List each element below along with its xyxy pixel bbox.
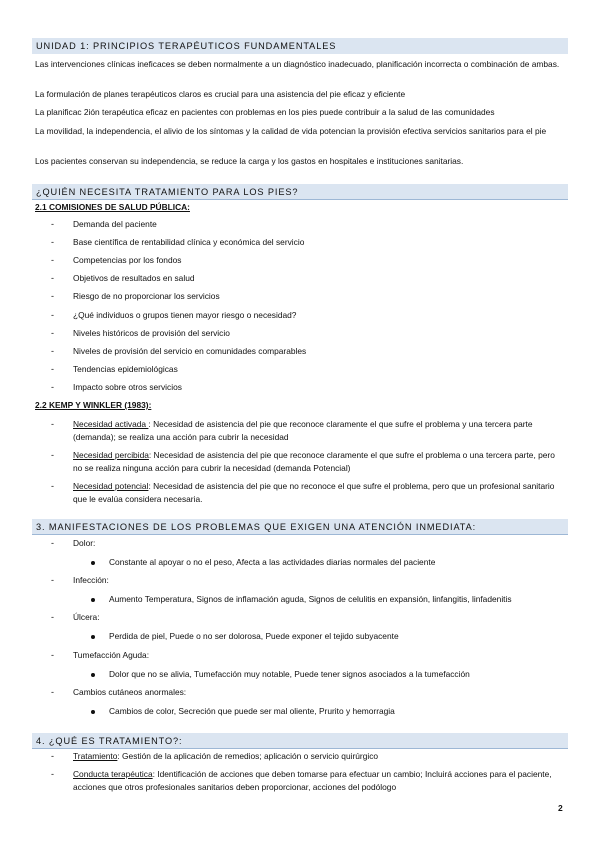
paragraph: La movilidad, la independencia, el alivio de los síntomas y la calidad de vida potencian la provisión efectiva servicios sanitarios para el pie xyxy=(35,126,547,136)
section-heading-quien-necesita: ¿QUIÉN NECESITA TRATAMIENTO PARA LOS PIES? xyxy=(32,184,568,200)
symptom-detail: Cambios de color, Secreción que puede ser mal oliente, Prurito y hemorragia xyxy=(109,706,395,716)
subheading-comisiones: 2.1 COMISIONES DE SALUD PÚBLICA: xyxy=(35,202,190,212)
list-item: Demanda del paciente xyxy=(73,219,157,229)
list-item: Objetivos de resultados en salud xyxy=(73,273,195,283)
definition-term: Necesidad potencial xyxy=(73,481,149,491)
dash-bullet: - xyxy=(51,219,54,229)
dash-bullet: - xyxy=(51,612,54,622)
list-item: ¿Qué individuos o grupos tienen mayor riesgo o necesidad? xyxy=(73,310,297,320)
symptom-label: Tumefacción Aguda: xyxy=(73,650,150,660)
dash-bullet: - xyxy=(51,481,54,491)
list-item: Niveles de provisión del servicio en comunidades comparables xyxy=(73,346,307,356)
bullet-dot xyxy=(91,673,95,677)
dash-bullet: - xyxy=(51,310,54,320)
definition-item xyxy=(73,768,565,793)
dash-bullet: - xyxy=(51,751,54,761)
dash-bullet: - xyxy=(51,364,54,374)
list-item: Impacto sobre otros servicios xyxy=(73,382,182,392)
section-heading-unidad-1: UNIDAD 1: PRINCIPIOS TERAPÉUTICOS FUNDAMENTALES xyxy=(32,38,568,54)
definition-term: Necesidad activada xyxy=(73,419,149,429)
dash-bullet: - xyxy=(51,291,54,301)
list-item: Competencias por los fondos xyxy=(73,255,182,265)
symptom-detail: Aumento Temperatura, Signos de inflamación aguda, Signos de celulitis en expansión, linfangitis, linfadenitis xyxy=(109,594,512,604)
definition-text: : Necesidad de asistencia del pie que no reconoce el que sufre el problema, pero que un profesional sanitario que le evalúa considera necesaria. xyxy=(73,481,555,504)
definition-item xyxy=(73,449,565,474)
dash-bullet: - xyxy=(51,346,54,356)
definition-item xyxy=(73,418,565,443)
list-item: Base científica de rentabilidad clínica y económica del servicio xyxy=(73,237,305,247)
dash-bullet: - xyxy=(51,328,54,338)
definition-term: Conducta terapéutica xyxy=(73,769,153,779)
dash-bullet: - xyxy=(51,687,54,697)
list-item: Riesgo de no proporcionar los servicios xyxy=(73,291,220,301)
definition-text: : Necesidad de asistencia del pie que reconoce claramente el que sufre el problema o una tercera parte, pero no se realiza ninguna acción para cubrir la necesidad (demanda Potencial) xyxy=(73,450,555,473)
dash-bullet: - xyxy=(51,538,54,548)
symptom-detail: Constante al apoyar o no el peso, Afecta a las actividades diarias normales del paciente xyxy=(109,557,436,567)
symptom-label: Úlcera: xyxy=(73,612,100,622)
dash-bullet: - xyxy=(51,650,54,660)
dash-bullet: - xyxy=(51,237,54,247)
section-heading-manifestaciones: 3. MANIFESTACIONES DE LOS PROBLEMAS QUE EXIGEN UNA ATENCIÓN INMEDIATA: xyxy=(32,519,568,535)
subheading-kemp-winkler: 2.2 KEMP Y WINKLER (1983): xyxy=(35,400,152,410)
page-number: 2 xyxy=(558,803,563,813)
definition-item xyxy=(73,480,565,505)
definition-term: Necesidad percibida xyxy=(73,450,149,460)
dash-bullet: - xyxy=(51,769,54,779)
list-item: Tendencias epidemiológicas xyxy=(73,364,178,374)
dash-bullet: - xyxy=(51,382,54,392)
paragraph: La formulación de planes terapéuticos claros es crucial para una asistencia del pie eficaz y eficiente xyxy=(35,89,406,99)
definition-text: : Gestión de la aplicación de remedios; aplicación o servicio quirúrgico xyxy=(117,751,379,761)
dash-bullet: - xyxy=(51,575,54,585)
bullet-dot xyxy=(91,710,95,714)
section-heading-que-es-tratamiento: 4. ¿QUÉ ES TRATAMIENTO?: xyxy=(32,733,568,749)
definition-text: : Identificación de acciones que deben tomarse para efectuar un cambio; Incluirá acciones para el paciente, acciones que otros profesionales sanitarios deben proporcionar, acciones del podólogo xyxy=(73,769,552,792)
symptom-label: Cambios cutáneos anormales: xyxy=(73,687,187,697)
definition-item xyxy=(73,750,565,763)
dash-bullet: - xyxy=(51,273,54,283)
paragraph: Los pacientes conservan su independencia, se reduce la carga y los gastos en hospitales e instituciones sanitarias. xyxy=(35,156,464,166)
symptom-detail: Dolor que no se alivia, Tumefacción muy notable, Puede tener signos asociados a la tumefacción xyxy=(109,669,470,679)
symptom-detail: Perdida de piel, Puede o no ser dolorosa, Puede exponer el tejido subyacente xyxy=(109,631,399,641)
bullet-dot xyxy=(91,598,95,602)
list-item: Niveles históricos de provisión del servicio xyxy=(73,328,230,338)
definition-term: Tratamiento xyxy=(73,751,118,761)
paragraph: La planificac 2ión terapéutica eficaz en pacientes con problemas en los pies puede contribuir a la salud de las comunidades xyxy=(35,107,495,117)
dash-bullet: - xyxy=(51,450,54,460)
bullet-dot xyxy=(91,561,95,565)
paragraph: Las intervenciones clínicas ineficaces se deben normalmente a un diagnóstico inadecuado, planificación incorrecta o combinación de ambas. xyxy=(35,59,560,69)
dash-bullet: - xyxy=(51,255,54,265)
symptom-label: Dolor: xyxy=(73,538,96,548)
symptom-label: Infección: xyxy=(73,575,109,585)
bullet-dot xyxy=(91,635,95,639)
dash-bullet: - xyxy=(51,419,54,429)
definition-text: : Necesidad de asistencia del pie que reconoce claramente el que sufre el problema y una tercera parte (demanda); se realiza una acción para cubrir la necesidad xyxy=(73,419,533,442)
